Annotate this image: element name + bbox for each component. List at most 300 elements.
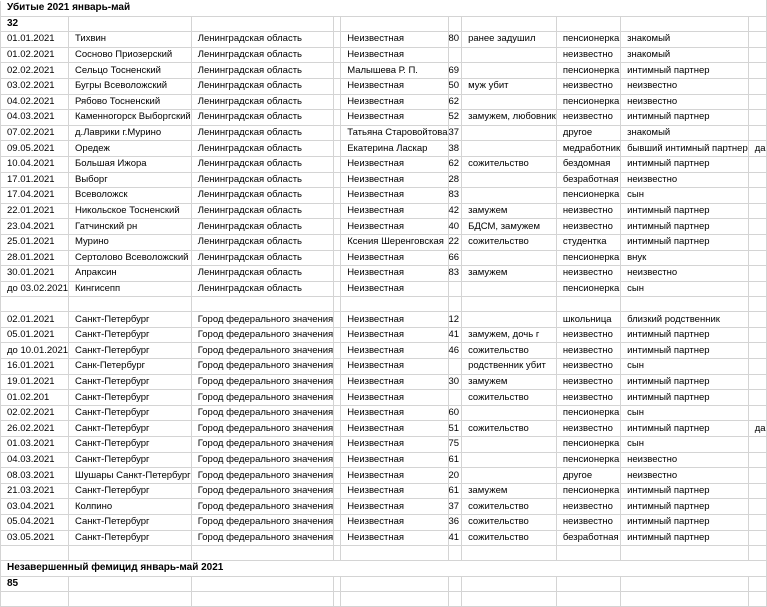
cell-city[interactable]: Санк-Петербург bbox=[69, 359, 192, 375]
cell-circumstances[interactable]: замужем, любовник bbox=[462, 110, 557, 126]
cell-empty[interactable] bbox=[334, 546, 341, 561]
cell-name[interactable]: Неизвестная bbox=[341, 421, 448, 437]
cell-date[interactable]: до 03.02.2021 bbox=[1, 281, 69, 297]
cell-region[interactable]: Ленинградская область bbox=[191, 125, 333, 141]
cell-blank[interactable] bbox=[334, 219, 341, 235]
cell-relation[interactable]: интимный партнер bbox=[621, 499, 749, 515]
cell-empty[interactable] bbox=[448, 297, 462, 312]
cell-region[interactable]: Город федерального значения bbox=[191, 327, 333, 343]
cell-relation[interactable]: неизвестно bbox=[621, 172, 749, 188]
cell-name[interactable]: Неизвестная bbox=[341, 110, 448, 126]
cell-circumstances[interactable] bbox=[462, 188, 557, 204]
cell-empty[interactable] bbox=[462, 576, 557, 592]
cell-relation[interactable]: интимный партнер bbox=[621, 327, 749, 343]
cell-date[interactable]: 01.01.2021 bbox=[1, 32, 69, 48]
cell-relation[interactable]: интимный партнер bbox=[621, 203, 749, 219]
cell-name[interactable]: Неизвестная bbox=[341, 94, 448, 110]
cell-blank[interactable] bbox=[334, 499, 341, 515]
cell-extra[interactable] bbox=[748, 125, 766, 141]
cell-name[interactable]: Неизвестная bbox=[341, 327, 448, 343]
cell-date[interactable]: 03.04.2021 bbox=[1, 499, 69, 515]
cell-relation[interactable]: знакомый bbox=[621, 125, 749, 141]
cell-age[interactable]: 83 bbox=[448, 266, 462, 282]
cell-occupation[interactable]: пенсионерка bbox=[556, 452, 620, 468]
cell-relation[interactable]: интимный партнер bbox=[621, 63, 749, 79]
cell-name[interactable]: Неизвестная bbox=[341, 156, 448, 172]
cell-empty[interactable] bbox=[341, 592, 448, 607]
cell-name[interactable]: Неизвестная bbox=[341, 188, 448, 204]
cell-relation[interactable]: сын bbox=[621, 188, 749, 204]
cell-blank[interactable] bbox=[334, 327, 341, 343]
cell-name[interactable]: Неизвестная bbox=[341, 515, 448, 531]
cell-region[interactable]: Город федерального значения bbox=[191, 343, 333, 359]
cell-name[interactable]: Неизвестная bbox=[341, 250, 448, 266]
cell-name[interactable]: Татьяна Старовойтова bbox=[341, 125, 448, 141]
cell-blank[interactable] bbox=[334, 312, 341, 328]
cell-date[interactable]: до 10.01.2021 bbox=[1, 343, 69, 359]
cell-extra[interactable] bbox=[748, 94, 766, 110]
cell-circumstances[interactable]: БДСМ, замужем bbox=[462, 219, 557, 235]
cell-extra[interactable] bbox=[748, 281, 766, 297]
cell-relation[interactable]: интимный партнер bbox=[621, 530, 749, 546]
cell-blank[interactable] bbox=[334, 250, 341, 266]
cell-empty[interactable] bbox=[341, 546, 448, 561]
cell-empty[interactable] bbox=[462, 546, 557, 561]
cell-region[interactable]: Ленинградская область bbox=[191, 141, 333, 157]
cell-region[interactable]: Ленинградская область bbox=[191, 188, 333, 204]
cell-extra[interactable] bbox=[748, 483, 766, 499]
cell-occupation[interactable]: другое bbox=[556, 468, 620, 484]
cell-circumstances[interactable] bbox=[462, 468, 557, 484]
cell-date[interactable]: 17.01.2021 bbox=[1, 172, 69, 188]
cell-blank[interactable] bbox=[334, 374, 341, 390]
cell-relation[interactable]: бывший интимный партнер bbox=[621, 141, 749, 157]
section1-title[interactable]: Убитые 2021 январь-май bbox=[1, 1, 767, 17]
cell-relation[interactable]: интимный партнер bbox=[621, 110, 749, 126]
cell-circumstances[interactable]: замужем bbox=[462, 374, 557, 390]
cell-name[interactable]: Малышева Р. П. bbox=[341, 63, 448, 79]
cell-extra[interactable] bbox=[748, 530, 766, 546]
cell-blank[interactable] bbox=[334, 188, 341, 204]
cell-name[interactable]: Неизвестная bbox=[341, 219, 448, 235]
cell-circumstances[interactable]: сожительство bbox=[462, 156, 557, 172]
cell-city[interactable]: Санкт-Петербург bbox=[69, 343, 192, 359]
cell-relation[interactable]: интимный партнер bbox=[621, 374, 749, 390]
cell-extra[interactable]: да bbox=[748, 141, 766, 157]
cell-blank[interactable] bbox=[334, 421, 341, 437]
cell-city[interactable]: д.Лаврики г.Мурино bbox=[69, 125, 192, 141]
cell-circumstances[interactable]: замужем bbox=[462, 483, 557, 499]
cell-extra[interactable] bbox=[748, 266, 766, 282]
cell-empty[interactable] bbox=[748, 297, 766, 312]
cell-region[interactable]: Город федерального значения bbox=[191, 452, 333, 468]
cell-region[interactable]: Ленинградская область bbox=[191, 94, 333, 110]
cell-extra[interactable] bbox=[748, 405, 766, 421]
cell-date[interactable]: 22.01.2021 bbox=[1, 203, 69, 219]
cell-empty[interactable] bbox=[621, 592, 749, 607]
cell-circumstances[interactable]: сожительство bbox=[462, 421, 557, 437]
cell-date[interactable]: 02.02.2021 bbox=[1, 63, 69, 79]
cell-age[interactable] bbox=[448, 359, 462, 375]
cell-blank[interactable] bbox=[334, 437, 341, 453]
cell-blank[interactable] bbox=[334, 515, 341, 531]
cell-circumstances[interactable] bbox=[462, 452, 557, 468]
cell-city[interactable]: Санкт-Петербург bbox=[69, 483, 192, 499]
cell-age[interactable]: 41 bbox=[448, 530, 462, 546]
cell-age[interactable]: 60 bbox=[448, 405, 462, 421]
cell-date[interactable]: 04.03.2021 bbox=[1, 452, 69, 468]
cell-date[interactable]: 30.01.2021 bbox=[1, 266, 69, 282]
cell-empty[interactable] bbox=[462, 297, 557, 312]
cell-occupation[interactable]: неизвестно bbox=[556, 421, 620, 437]
cell-age[interactable] bbox=[448, 281, 462, 297]
cell-age[interactable]: 50 bbox=[448, 78, 462, 94]
cell-city[interactable]: Тихвин bbox=[69, 32, 192, 48]
cell-date[interactable]: 08.03.2021 bbox=[1, 468, 69, 484]
cell-relation[interactable]: знакомый bbox=[621, 32, 749, 48]
cell-empty[interactable] bbox=[341, 297, 448, 312]
cell-region[interactable]: Ленинградская область bbox=[191, 63, 333, 79]
cell-circumstances[interactable] bbox=[462, 125, 557, 141]
cell-age[interactable]: 36 bbox=[448, 515, 462, 531]
cell-name[interactable]: Неизвестная bbox=[341, 266, 448, 282]
cell-extra[interactable] bbox=[748, 156, 766, 172]
cell-city[interactable]: Санкт-Петербург bbox=[69, 452, 192, 468]
cell-city[interactable]: Рябово Тосненский bbox=[69, 94, 192, 110]
cell-blank[interactable] bbox=[334, 141, 341, 157]
cell-date[interactable]: 28.01.2021 bbox=[1, 250, 69, 266]
cell-relation[interactable]: неизвестно bbox=[621, 266, 749, 282]
cell-blank[interactable] bbox=[334, 110, 341, 126]
cell-extra[interactable] bbox=[748, 390, 766, 406]
cell-occupation[interactable]: пенсионерка bbox=[556, 32, 620, 48]
cell-occupation[interactable]: школьница bbox=[556, 312, 620, 328]
cell-relation[interactable]: сын bbox=[621, 359, 749, 375]
cell-extra[interactable] bbox=[748, 359, 766, 375]
cell-date[interactable]: 03.05.2021 bbox=[1, 530, 69, 546]
cell-empty[interactable] bbox=[334, 297, 341, 312]
cell-date[interactable]: 02.02.2021 bbox=[1, 405, 69, 421]
cell-date[interactable]: 01.02.2021 bbox=[1, 47, 69, 63]
cell-region[interactable]: Город федерального значения bbox=[191, 359, 333, 375]
cell-occupation[interactable]: неизвестно bbox=[556, 203, 620, 219]
cell-circumstances[interactable]: родственник убит bbox=[462, 359, 557, 375]
cell-empty[interactable] bbox=[1, 546, 69, 561]
cell-occupation[interactable]: неизвестно bbox=[556, 374, 620, 390]
cell-occupation[interactable]: неизвестно bbox=[556, 343, 620, 359]
cell-empty[interactable] bbox=[1, 592, 69, 607]
cell-occupation[interactable]: неизвестно bbox=[556, 47, 620, 63]
cell-name[interactable]: Неизвестная bbox=[341, 203, 448, 219]
cell-name[interactable]: Неизвестная bbox=[341, 312, 448, 328]
cell-city[interactable]: Кингисепп bbox=[69, 281, 192, 297]
cell-extra[interactable]: да bbox=[748, 421, 766, 437]
cell-city[interactable]: Санкт-Петербург bbox=[69, 405, 192, 421]
cell-empty[interactable] bbox=[191, 576, 333, 592]
cell-relation[interactable]: неизвестно bbox=[621, 94, 749, 110]
cell-city[interactable]: Санкт-Петербург bbox=[69, 437, 192, 453]
cell-empty[interactable] bbox=[556, 546, 620, 561]
cell-relation[interactable]: знакомый bbox=[621, 47, 749, 63]
cell-date[interactable]: 10.04.2021 bbox=[1, 156, 69, 172]
cell-circumstances[interactable] bbox=[462, 94, 557, 110]
cell-circumstances[interactable]: сожительство bbox=[462, 390, 557, 406]
cell-empty[interactable] bbox=[448, 592, 462, 607]
cell-circumstances[interactable] bbox=[462, 250, 557, 266]
cell-date[interactable]: 17.04.2021 bbox=[1, 188, 69, 204]
cell-name[interactable]: Неизвестная bbox=[341, 32, 448, 48]
cell-circumstances[interactable] bbox=[462, 47, 557, 63]
cell-city[interactable]: Санкт-Петербург bbox=[69, 515, 192, 531]
cell-circumstances[interactable]: замужем, дочь г bbox=[462, 327, 557, 343]
cell-blank[interactable] bbox=[334, 266, 341, 282]
cell-relation[interactable]: интимный партнер bbox=[621, 343, 749, 359]
cell-blank[interactable] bbox=[334, 530, 341, 546]
cell-name[interactable]: Неизвестная bbox=[341, 47, 448, 63]
cell-relation[interactable]: внук bbox=[621, 250, 749, 266]
cell-relation[interactable]: неизвестно bbox=[621, 78, 749, 94]
cell-relation[interactable]: интимный партнер bbox=[621, 515, 749, 531]
cell-city[interactable]: Бугры Всеволожский bbox=[69, 78, 192, 94]
cell-age[interactable]: 38 bbox=[448, 141, 462, 157]
cell-empty[interactable] bbox=[748, 576, 766, 592]
cell-city[interactable]: Санкт-Петербург bbox=[69, 390, 192, 406]
cell-region[interactable]: Город федерального значения bbox=[191, 421, 333, 437]
cell-empty[interactable] bbox=[556, 297, 620, 312]
cell-name[interactable]: Неизвестная bbox=[341, 483, 448, 499]
cell-empty[interactable] bbox=[556, 592, 620, 607]
cell-date[interactable]: 04.02.2021 bbox=[1, 94, 69, 110]
cell-occupation[interactable]: безработная bbox=[556, 530, 620, 546]
cell-city[interactable]: Оредеж bbox=[69, 141, 192, 157]
cell-relation[interactable]: неизвестно bbox=[621, 452, 749, 468]
cell-empty[interactable] bbox=[621, 546, 749, 561]
cell-city[interactable]: Никольское Тосненский bbox=[69, 203, 192, 219]
cell-name[interactable]: Неизвестная bbox=[341, 343, 448, 359]
cell-occupation[interactable]: пенсионерка bbox=[556, 483, 620, 499]
cell-name[interactable]: Неизвестная bbox=[341, 78, 448, 94]
cell-occupation[interactable]: бездомная bbox=[556, 156, 620, 172]
cell-city[interactable]: Большая Ижора bbox=[69, 156, 192, 172]
cell-circumstances[interactable] bbox=[462, 405, 557, 421]
cell-date[interactable]: 05.01.2021 bbox=[1, 327, 69, 343]
cell-city[interactable]: Колпино bbox=[69, 499, 192, 515]
cell-region[interactable]: Ленинградская область bbox=[191, 156, 333, 172]
cell-relation[interactable]: сын bbox=[621, 437, 749, 453]
cell-date[interactable]: 02.01.2021 bbox=[1, 312, 69, 328]
cell-age[interactable]: 80 bbox=[448, 32, 462, 48]
cell-occupation[interactable]: пенсионерка bbox=[556, 437, 620, 453]
cell-region[interactable]: Ленинградская область bbox=[191, 266, 333, 282]
cell-date[interactable]: 01.02.201 bbox=[1, 390, 69, 406]
section1-count[interactable]: 32 bbox=[1, 16, 69, 32]
cell-empty[interactable] bbox=[748, 592, 766, 607]
cell-empty[interactable] bbox=[748, 546, 766, 561]
cell-age[interactable]: 62 bbox=[448, 94, 462, 110]
cell-blank[interactable] bbox=[334, 452, 341, 468]
cell-name[interactable]: Неизвестная bbox=[341, 374, 448, 390]
cell-relation[interactable]: интимный партнер bbox=[621, 390, 749, 406]
cell-extra[interactable] bbox=[748, 452, 766, 468]
cell-city[interactable]: Шушары Санкт-Петербург bbox=[69, 468, 192, 484]
cell-age[interactable]: 83 bbox=[448, 188, 462, 204]
section3-count[interactable]: 85 bbox=[1, 576, 69, 592]
cell-age[interactable]: 30 bbox=[448, 374, 462, 390]
cell-region[interactable]: Город федерального значения bbox=[191, 483, 333, 499]
cell-date[interactable]: 26.02.2021 bbox=[1, 421, 69, 437]
cell-empty[interactable] bbox=[334, 592, 341, 607]
cell-blank[interactable] bbox=[334, 405, 341, 421]
cell-circumstances[interactable] bbox=[462, 437, 557, 453]
cell-blank[interactable] bbox=[334, 483, 341, 499]
cell-age[interactable]: 61 bbox=[448, 452, 462, 468]
cell-name[interactable]: Неизвестная bbox=[341, 452, 448, 468]
cell-relation[interactable]: интимный партнер bbox=[621, 234, 749, 250]
cell-occupation[interactable]: пенсионерка bbox=[556, 281, 620, 297]
cell-extra[interactable] bbox=[748, 63, 766, 79]
cell-name[interactable]: Неизвестная bbox=[341, 437, 448, 453]
cell-blank[interactable] bbox=[334, 281, 341, 297]
cell-age[interactable]: 37 bbox=[448, 125, 462, 141]
cell-circumstances[interactable]: замужем bbox=[462, 203, 557, 219]
cell-extra[interactable] bbox=[748, 499, 766, 515]
cell-age[interactable]: 42 bbox=[448, 203, 462, 219]
cell-date[interactable]: 21.03.2021 bbox=[1, 483, 69, 499]
cell-blank[interactable] bbox=[334, 343, 341, 359]
cell-extra[interactable] bbox=[748, 188, 766, 204]
cell-circumstances[interactable]: сожительство bbox=[462, 530, 557, 546]
cell-date[interactable]: 09.05.2021 bbox=[1, 141, 69, 157]
cell-extra[interactable] bbox=[748, 374, 766, 390]
cell-circumstances[interactable]: сожительство bbox=[462, 343, 557, 359]
cell-name[interactable]: Неизвестная bbox=[341, 530, 448, 546]
cell-age[interactable] bbox=[448, 390, 462, 406]
cell-city[interactable]: Сельцо Тосненский bbox=[69, 63, 192, 79]
cell-name[interactable]: Неизвестная bbox=[341, 172, 448, 188]
cell-city[interactable]: Выборг bbox=[69, 172, 192, 188]
cell-relation[interactable]: интимный партнер bbox=[621, 219, 749, 235]
cell-city[interactable]: Санкт-Петербург bbox=[69, 327, 192, 343]
cell-age[interactable]: 69 bbox=[448, 63, 462, 79]
cell-name[interactable]: Неизвестная bbox=[341, 405, 448, 421]
cell-extra[interactable] bbox=[748, 437, 766, 453]
cell-blank[interactable] bbox=[334, 156, 341, 172]
cell-age[interactable]: 41 bbox=[448, 327, 462, 343]
cell-circumstances[interactable]: замужем bbox=[462, 266, 557, 282]
cell-occupation[interactable]: студентка bbox=[556, 234, 620, 250]
cell-region[interactable]: Город федерального значения bbox=[191, 499, 333, 515]
cell-city[interactable]: Санкт-Петербург bbox=[69, 374, 192, 390]
cell-date[interactable]: 05.04.2021 bbox=[1, 515, 69, 531]
cell-region[interactable]: Город федерального значения bbox=[191, 515, 333, 531]
cell-age[interactable]: 40 bbox=[448, 219, 462, 235]
cell-region[interactable]: Ленинградская область bbox=[191, 219, 333, 235]
cell-region[interactable]: Ленинградская область bbox=[191, 47, 333, 63]
cell-blank[interactable] bbox=[334, 125, 341, 141]
cell-relation[interactable]: сын bbox=[621, 281, 749, 297]
cell-city[interactable]: Санкт-Петербург bbox=[69, 421, 192, 437]
cell-age[interactable]: 20 bbox=[448, 468, 462, 484]
cell-date[interactable]: 01.03.2021 bbox=[1, 437, 69, 453]
cell-extra[interactable] bbox=[748, 343, 766, 359]
cell-occupation[interactable]: медработник bbox=[556, 141, 620, 157]
cell-occupation[interactable]: неизвестно bbox=[556, 390, 620, 406]
cell-age[interactable]: 37 bbox=[448, 499, 462, 515]
cell-region[interactable]: Город федерального значения bbox=[191, 390, 333, 406]
cell-circumstances[interactable] bbox=[462, 281, 557, 297]
cell-relation[interactable]: близкий родственник bbox=[621, 312, 749, 328]
cell-city[interactable]: Сертолово Всеволожский bbox=[69, 250, 192, 266]
cell-extra[interactable] bbox=[748, 32, 766, 48]
cell-relation[interactable]: интимный партнер bbox=[621, 156, 749, 172]
cell-blank[interactable] bbox=[334, 359, 341, 375]
cell-occupation[interactable]: пенсионерка bbox=[556, 188, 620, 204]
cell-name[interactable]: Неизвестная bbox=[341, 359, 448, 375]
cell-city[interactable]: Сосново Приозерский bbox=[69, 47, 192, 63]
cell-region[interactable]: Ленинградская область bbox=[191, 110, 333, 126]
cell-name[interactable]: Неизвестная bbox=[341, 468, 448, 484]
cell-empty[interactable] bbox=[621, 297, 749, 312]
cell-occupation[interactable]: другое bbox=[556, 125, 620, 141]
cell-empty[interactable] bbox=[556, 576, 620, 592]
cell-blank[interactable] bbox=[334, 172, 341, 188]
cell-occupation[interactable]: неизвестно bbox=[556, 499, 620, 515]
cell-region[interactable]: Город федерального значения bbox=[191, 530, 333, 546]
cell-age[interactable]: 62 bbox=[448, 156, 462, 172]
cell-name[interactable]: Неизвестная bbox=[341, 281, 448, 297]
cell-circumstances[interactable]: сожительство bbox=[462, 515, 557, 531]
cell-empty[interactable] bbox=[69, 297, 192, 312]
cell-blank[interactable] bbox=[334, 47, 341, 63]
cell-region[interactable]: Город федерального значения bbox=[191, 437, 333, 453]
cell-empty[interactable] bbox=[1, 297, 69, 312]
cell-age[interactable]: 51 bbox=[448, 421, 462, 437]
cell-age[interactable]: 28 bbox=[448, 172, 462, 188]
cell-extra[interactable] bbox=[748, 515, 766, 531]
cell-age[interactable] bbox=[448, 47, 462, 63]
section3-title[interactable]: Незавершенный фемицид январь-май 2021 bbox=[1, 561, 767, 577]
cell-occupation[interactable]: безработная bbox=[556, 172, 620, 188]
cell-age[interactable]: 12 bbox=[448, 312, 462, 328]
cell-region[interactable]: Ленинградская область bbox=[191, 78, 333, 94]
cell-relation[interactable]: интимный партнер bbox=[621, 421, 749, 437]
cell-extra[interactable] bbox=[748, 327, 766, 343]
cell-extra[interactable] bbox=[748, 234, 766, 250]
cell-blank[interactable] bbox=[334, 234, 341, 250]
cell-extra[interactable] bbox=[748, 172, 766, 188]
cell-age[interactable]: 66 bbox=[448, 250, 462, 266]
cell-name[interactable]: Екатерина Ласкар bbox=[341, 141, 448, 157]
cell-circumstances[interactable]: сожительство bbox=[462, 234, 557, 250]
cell-empty[interactable] bbox=[621, 576, 749, 592]
cell-region[interactable]: Город федерального значения bbox=[191, 468, 333, 484]
cell-empty[interactable] bbox=[191, 592, 333, 607]
cell-extra[interactable] bbox=[748, 78, 766, 94]
cell-city[interactable]: Санкт-Петербург bbox=[69, 312, 192, 328]
cell-empty[interactable] bbox=[448, 576, 462, 592]
cell-occupation[interactable]: пенсионерка bbox=[556, 94, 620, 110]
cell-age[interactable]: 75 bbox=[448, 437, 462, 453]
cell-occupation[interactable]: пенсионерка bbox=[556, 250, 620, 266]
cell-occupation[interactable]: неизвестно bbox=[556, 219, 620, 235]
cell-relation[interactable]: неизвестно bbox=[621, 468, 749, 484]
cell-name[interactable]: Неизвестная bbox=[341, 499, 448, 515]
cell-region[interactable]: Ленинградская область bbox=[191, 203, 333, 219]
cell-name[interactable]: Неизвестная bbox=[341, 390, 448, 406]
cell-age[interactable]: 52 bbox=[448, 110, 462, 126]
cell-occupation[interactable]: неизвестно bbox=[556, 359, 620, 375]
cell-date[interactable]: 03.02.2021 bbox=[1, 78, 69, 94]
